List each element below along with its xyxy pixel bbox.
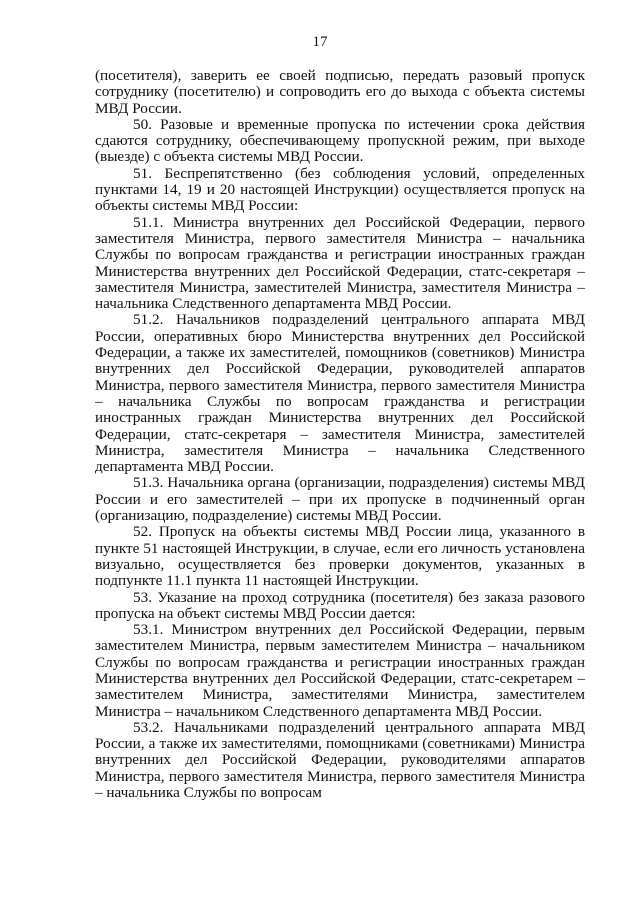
- page-number: 17: [312, 34, 328, 50]
- paragraph-52: 52. Пропуск на объекты системы МВД России лица, указанного в пункте 51 настоящей Инструкции, в случае, если его личность установлена визуально, осуществляется без проверки документов, указанных в подпункте 11.1 пункта 11 настоящей Инструкции.: [95, 523, 585, 590]
- paragraph-53-2: 53.2. Начальниками подразделений центрального аппарата МВД России, а также их заместителями, помощниками (советниками) Министра внутренних дел Российской Федерации, руководителями аппаратов Министра, первого заместителя Министра, первого заместителя Министра – начальника Службы по вопросам: [95, 718, 585, 802]
- paragraph-50: 50. Разовые и временные пропуска по истечении срока действия сдаются сотруднику, обеспечивающему пропускной режим, при выходе (выезде) с объекта системы МВД России.: [95, 115, 585, 166]
- paragraph-51: 51. Беспрепятственно (без соблюдения условий, определенных пунктами 14, 19 и 20 настоящей Инструкции) осуществляется пропуск на объекты системы МВД России:: [95, 164, 585, 215]
- paragraph-51-2: 51.2. Начальников подразделений центрального аппарата МВД России, оперативных бюро Министерства внутренних дел Российской Федерации, а также их заместителей, помощников (советников) Министра внутренних дел Российской Федерации, руководителей аппаратов Министра, первого заместителя Министра, первого заместителя Министра – начальника Службы по вопросам гражданства и регистрации иностранных граждан Министерства внутренних дел Российской Федерации, статс-секретаря – заместителя Министра, заместителей Министра, заместителя Министра – начальника Следственного департамента МВД России.: [95, 311, 585, 476]
- paragraph-51-1: 51.1. Министра внутренних дел Российской Федерации, первого заместителя Министра, первого заместителя Министра – начальника Службы по вопросам гражданства и регистрации иностранных граждан Министерства внутренних дел Российской Федерации, статс-секретаря – заместителя Министра, заместителей Министра, заместителя Министра – начальника Следственного департамента МВД России.: [95, 213, 585, 313]
- paragraph-53: 53. Указание на проход сотрудника (посетителя) без заказа разового пропуска на объект системы МВД России дается:: [95, 588, 585, 622]
- paragraph-53-1: 53.1. Министром внутренних дел Российской Федерации, первым заместителем Министра, первым заместителем Министра – начальником Службы по вопросам гражданства и регистрации иностранных граждан Министерства внутренних дел Российской Федерации, статс-секретарем – заместителем Министра, заместителями Министра, заместителем Министра – начальником Следственного департамента МВД России.: [95, 621, 585, 720]
- paragraph-51-3: 51.3. Начальника органа (организации, подразделения) системы МВД России и его заместителей – при их пропуске в подчиненный орган (организацию, подразделение) системы МВД России.: [95, 474, 585, 525]
- paragraph-continuation: (посетителя), заверить ее своей подписью, передать разовый пропуск сотруднику (посетителю) и сопроводить его до выхода с объекта системы МВД России.: [95, 67, 585, 117]
- document-text: [95, 68, 585, 801]
